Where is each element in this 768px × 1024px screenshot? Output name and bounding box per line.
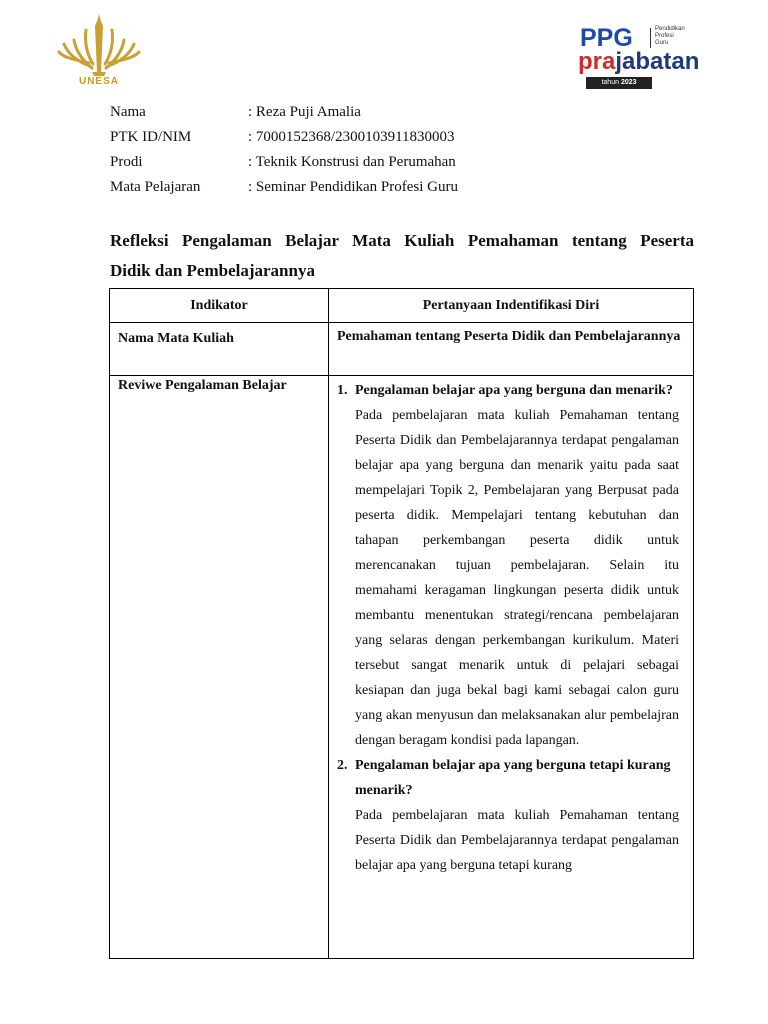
- header-pertanyaan: Pertanyaan Indentifikasi Diri: [329, 289, 694, 323]
- question-number: 2.: [337, 758, 348, 773]
- reflection-table: [109, 288, 694, 959]
- table-row: [110, 323, 694, 376]
- identity-label: Prodi: [110, 154, 143, 170]
- question-text: Pengalaman belajar apa yang berguna tetapi kurang menarik?: [355, 758, 671, 798]
- identity-label: Mata Pelajaran: [110, 179, 201, 195]
- course-name-label: Nama Mata Kuliah: [110, 323, 329, 376]
- header-indikator: Indikator: [110, 289, 329, 323]
- review-content: [329, 376, 694, 959]
- title-line: Refleksi Pengalaman Belajar Mata Kuliah Pemahaman tentang Peserta: [110, 231, 694, 250]
- answer-text: Pada pembelajaran mata kuliah Pemahaman tentang Peserta Didik dan Pembelajarannya terdapat pengalaman belajar apa yang berguna tetapi kurang: [355, 808, 679, 873]
- ppg-wordmark: PPG: [580, 24, 633, 52]
- unesa-wordmark: UNESA: [78, 76, 119, 87]
- unesa-emblem-icon: [56, 12, 142, 84]
- unesa-logo: [56, 12, 142, 94]
- year-value: 2023: [620, 79, 637, 86]
- question-text: Pengalaman belajar apa yang berguna dan menarik?: [355, 383, 673, 398]
- identity-value: : Reza Puji Amalia: [248, 104, 361, 120]
- ppg-subtitle: [655, 26, 705, 47]
- identity-label: PTK ID/NIM: [110, 129, 192, 145]
- identity-value: : Teknik Konstrusi dan Perumahan: [248, 154, 456, 170]
- answer-text: Pada pembelajaran mata kuliah Pemahaman tentang Peserta Didik dan Pembelajarannya terdapat pengalaman belajar apa yang berguna dan menarik yaitu pada saat mempelajari Topik 2, Pembelajaran yang Berpusat pada peserta didik. Mempelajari tentang kebutuhan dan tahapan perkembangan peserta didik untuk merencanakan tujuan pembelajaran. Selain itu memahami keragaman lingkungan peserta didik untuk membantu menentukan strategi/rencana pembelajaran yang selaras dengan perkembangan kurikulum. Materi tersebut sangat menarik untuk di pelajari sebagai kesiapan dan juga bekal bagi kami sebagai calon guru yang akan menyusun dan melaksanakan alur pembelajran dengan beragam kondisi pada lapangan.: [355, 408, 679, 748]
- identity-value: : Seminar Pendidikan Profesi Guru: [248, 179, 458, 195]
- identity-label: Nama: [110, 104, 146, 120]
- review-label: Reviwe Pengalaman Belajar: [110, 376, 329, 959]
- ppg-subtitle-line: Profesi: [655, 33, 674, 39]
- table-header-row: [110, 289, 694, 323]
- table-row: [110, 376, 694, 959]
- pra-text: pra: [578, 48, 616, 75]
- year-prefix: tahun: [601, 79, 619, 86]
- question-number: 1.: [337, 383, 348, 398]
- year-badge: [586, 77, 652, 89]
- document-title: [110, 226, 694, 286]
- question-item: [337, 378, 679, 403]
- jabatan-text: jabatan: [615, 48, 700, 75]
- course-name-value: Pemahaman tentang Peserta Didik dan Pembelajarannya: [329, 323, 694, 376]
- ppg-prajabatan-logo: [578, 24, 708, 92]
- ppg-subtitle-line: Guru: [655, 40, 669, 46]
- ppg-divider: [650, 28, 651, 48]
- question-item: [337, 753, 679, 803]
- title-line: Didik dan Pembelajarannya: [110, 261, 315, 280]
- prajabatan-wordmark: [578, 48, 699, 76]
- ppg-subtitle-line: Pendidikan: [655, 26, 685, 32]
- identity-value: : 7000152368/2300103911830003: [248, 129, 455, 145]
